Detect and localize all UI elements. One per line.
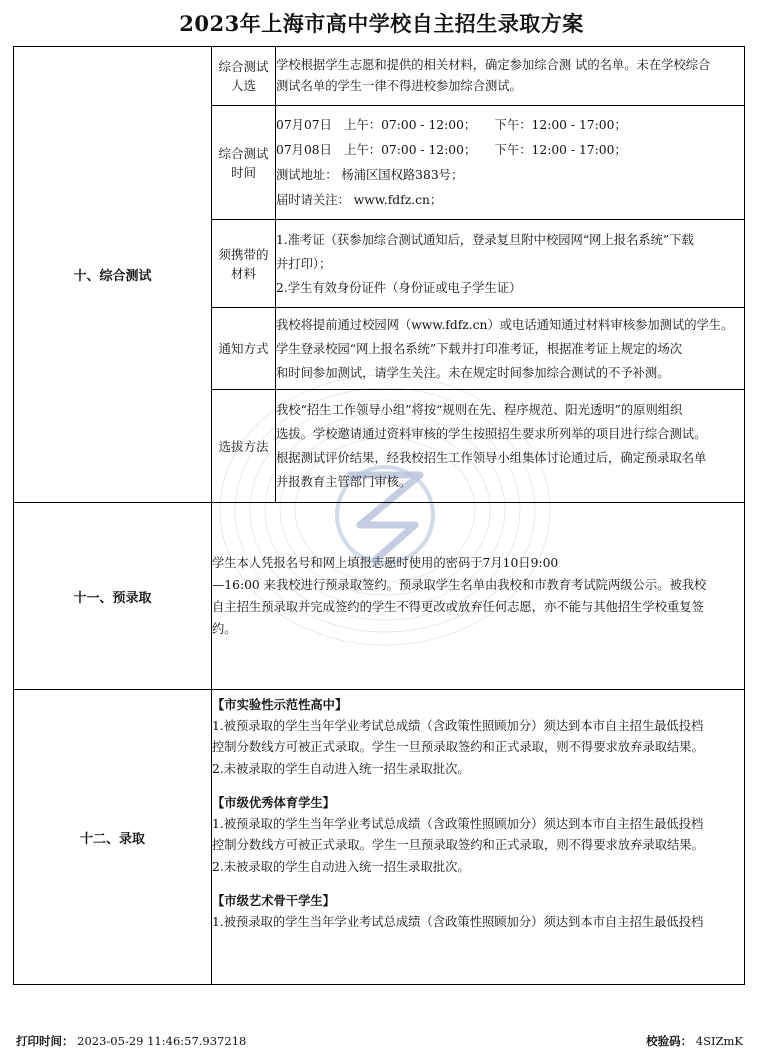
row-content: 07月07日 上午：07:00 - 12:00； 下午：12:00 - 17:00； 07月08日 上午：07:00 - 12:00； 下午：12:00 - 17:00； 测试地址： 杨浦区国权路383号； 届时请关注： www.fdfz.cn； — [276, 106, 745, 220]
section-10-label: 十、综合测试 — [14, 47, 212, 503]
verification-code-value: 4SIZmK — [695, 1034, 743, 1048]
row-label: 通知方式 — [212, 308, 276, 390]
verification-code — [646, 1033, 743, 1049]
section-12-label: 十二、录取 — [14, 690, 212, 985]
row-content: 学校根据学生志愿和提供的相关材料，确定参加综合测 试的名单。未在学校综合 测试名单的学生一律不得进校参加综合测试。 — [276, 47, 745, 106]
section-11-label: 十一、预录取 — [14, 503, 212, 690]
row-content: 我校“招生工作领导小组”将按“规则在先、程序规范、阳光透明”的原则组织 选拔。学校邀请通过资料审核的学生按照招生要求所列举的项目进行综合测试。 根据测试评价结果，经我校招生工作领导小组集体讨论通过后，确定预录取名单 并报教育主管部门审核。 — [276, 390, 745, 503]
print-time-value: 2023-05-29 11:46:57.937218 — [77, 1034, 247, 1048]
row-content: 我校将提前通过校园网（www.fdfz.cn）或电话通知通过材料审核参加测试的学生。 学生登录校园“网上报名系统”下载并打印准考证，根据准考证上规定的场次 和时间参加测试，请学生关注。未在规定时间参加综合测试的不予补测。 — [276, 308, 745, 390]
row-label: 综合测试 人选 — [212, 47, 276, 106]
page-title: 2023年上海市高中学校自主招生录取方案 — [179, 11, 584, 36]
table-row — [14, 47, 745, 106]
table-row — [14, 503, 745, 690]
section-11-content: 学生本人凭报名号和网上填报志愿时使用的密码于7月10日9:00 —16:00 来我校进行预录取签约。预录取学生名单由我校和市教育考试院两级公示。被我校 自主招生预录取并完成签约的学生不得更改或放弃任何志愿，亦不能与其他招生学校重复签 约。 — [212, 503, 745, 690]
row-label: 选拔方法 — [212, 390, 276, 503]
row-label: 综合测试 时间 — [212, 106, 276, 220]
admission-plan-table — [13, 46, 745, 985]
table-row — [14, 690, 745, 985]
print-time-label: 打印时间： — [16, 1034, 74, 1048]
print-time — [16, 1033, 246, 1049]
row-content: 1.准考证（获参加综合测试通知后，登录复旦附中校园网“网上报名系统”下载 并打印）； 2.学生有效身份证件（身份证或电子学生证） — [276, 220, 745, 308]
verification-code-label: 校验码： — [646, 1034, 693, 1048]
section-12-content: 【市实验性示范性高中】 1.被预录取的学生当年学业考试总成绩（含政策性照顾加分）须达到本市自主招生最低投档 控制分数线方可被正式录取。学生一旦预录取签约和正式录取，则不得要求放弃录取结果。 2.未被录取的学生自动进入统一招生录取批次。 【市级优秀体育学生】 1.被预录取的学生当年学业考试总成绩（含政策性照顾加分）须达到本市自主招生最低投档 控制分数线方可被正式录取。学生一旦预录取签约和正式录取，则不得要求放弃录取结果。 2.未被录取的学生自动进入统一招生录取批次。 【市级艺术骨干学生】 1.被预录取的学生当年学业考试总成绩（含政策性照顾加分）须达到本市自主招生最低投档 — [212, 690, 745, 985]
row-label: 须携带的 材料 — [212, 220, 276, 308]
